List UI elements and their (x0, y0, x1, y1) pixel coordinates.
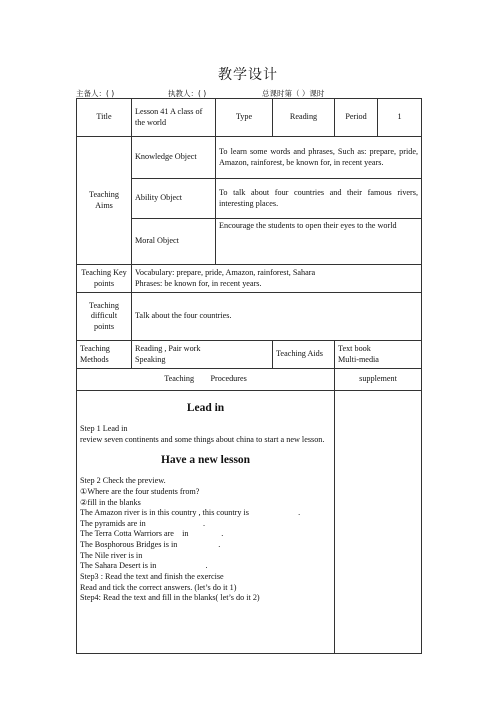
title-label: Title (77, 99, 132, 137)
period-value: 1 (378, 99, 422, 137)
procedure-line: Step 2 Check the preview. (80, 476, 166, 486)
aid-item: Text book (338, 343, 371, 353)
lesson-plan-table (76, 98, 422, 654)
lead-in-heading: Lead in (186, 402, 225, 414)
teaching-aims-label: Teaching Aims (77, 137, 132, 265)
type-label: Type (216, 99, 273, 137)
key-phrases: Phrases: be known for, in recent years. (135, 278, 262, 288)
procedure-line: The Terra Cotta Warriors are in . (80, 529, 224, 539)
key-points-row (77, 265, 422, 293)
method-item: Reading , Pair work (135, 343, 201, 353)
new-lesson-heading: Have a new lesson (160, 454, 251, 467)
lead-in-text: review seven continents and some things about china to start a new lesson. (80, 434, 325, 444)
procedure-line: Step3 : Read the text and finish the exercise (80, 572, 224, 582)
procedures-header-row (77, 369, 422, 391)
knowledge-object-value: To learn some words and phrases, Such as: prepare, pride, Amazon, rainforest, be known for, in recent years. (216, 137, 422, 179)
ability-object-value: To talk about four countries and their famous rivers, interesting places. (216, 179, 422, 219)
procedure-line: The Bosphorous Bridges is in . (80, 540, 221, 550)
key-vocabulary: Vocabulary: prepare, pride, Amazon, rainforest, Sahara (135, 267, 316, 277)
methods-label: Teaching Methods (77, 341, 132, 369)
aids-label: Teaching Aids (273, 341, 335, 369)
knowledge-row (77, 137, 422, 179)
supplement-content (335, 391, 422, 654)
procedure-line: ②fill in the blanks (80, 497, 141, 507)
title-value: Lesson 41 A class of the world (132, 99, 216, 137)
difficult-points-row (77, 293, 422, 341)
title-row (77, 99, 422, 137)
aids-value (335, 341, 422, 369)
period-label: Period (335, 99, 378, 137)
procedure-line: The pyramids are in . (80, 518, 206, 528)
ability-object-label: Ability Object (132, 179, 216, 219)
procedure-line: The Amazon river is in this country , this country is . (80, 508, 301, 518)
aid-item: Multi-media (338, 354, 379, 364)
procedure-line: The Nile river is in (80, 550, 143, 560)
procedures-content (77, 391, 335, 654)
methods-row (77, 341, 422, 369)
difficult-points-value: Talk about the four countries. (132, 293, 422, 341)
knowledge-object-label: Knowledge Object (132, 137, 216, 179)
key-points-value (132, 265, 422, 293)
procedure-line: ①Where are the four students from? (80, 486, 200, 496)
lead-in-step: Step 1 Lead in (80, 423, 128, 433)
procedure-line: Step4: Read the text and fill in the blanks( let’s do it 2) (80, 593, 260, 603)
moral-object-value: Encourage the students to open their eyes to the world (216, 219, 422, 265)
difficult-points-label: Teaching difficult points (77, 293, 132, 341)
procedure-line: The Sahara Desert is in . (80, 561, 208, 571)
moral-object-label: Moral Object (132, 219, 216, 265)
key-points-label: Teaching Key points (77, 265, 132, 293)
procedures-row (77, 391, 422, 654)
procedures-label: Teaching Procedures (77, 369, 335, 391)
procedure-line: Read and tick the correct answers. (let’s do it 1) (80, 582, 237, 592)
method-item: Speaking (135, 354, 166, 364)
period-total-field: 总课时第（ ）课时 (262, 89, 325, 98)
methods-value (132, 341, 273, 369)
host-field: 主备人：( ) (76, 89, 115, 98)
supplement-label: supplement (335, 369, 422, 391)
teacher-field: 执教人：( ) (168, 89, 207, 98)
type-value: Reading (273, 99, 335, 137)
document-title: 教学设计 (218, 67, 278, 83)
